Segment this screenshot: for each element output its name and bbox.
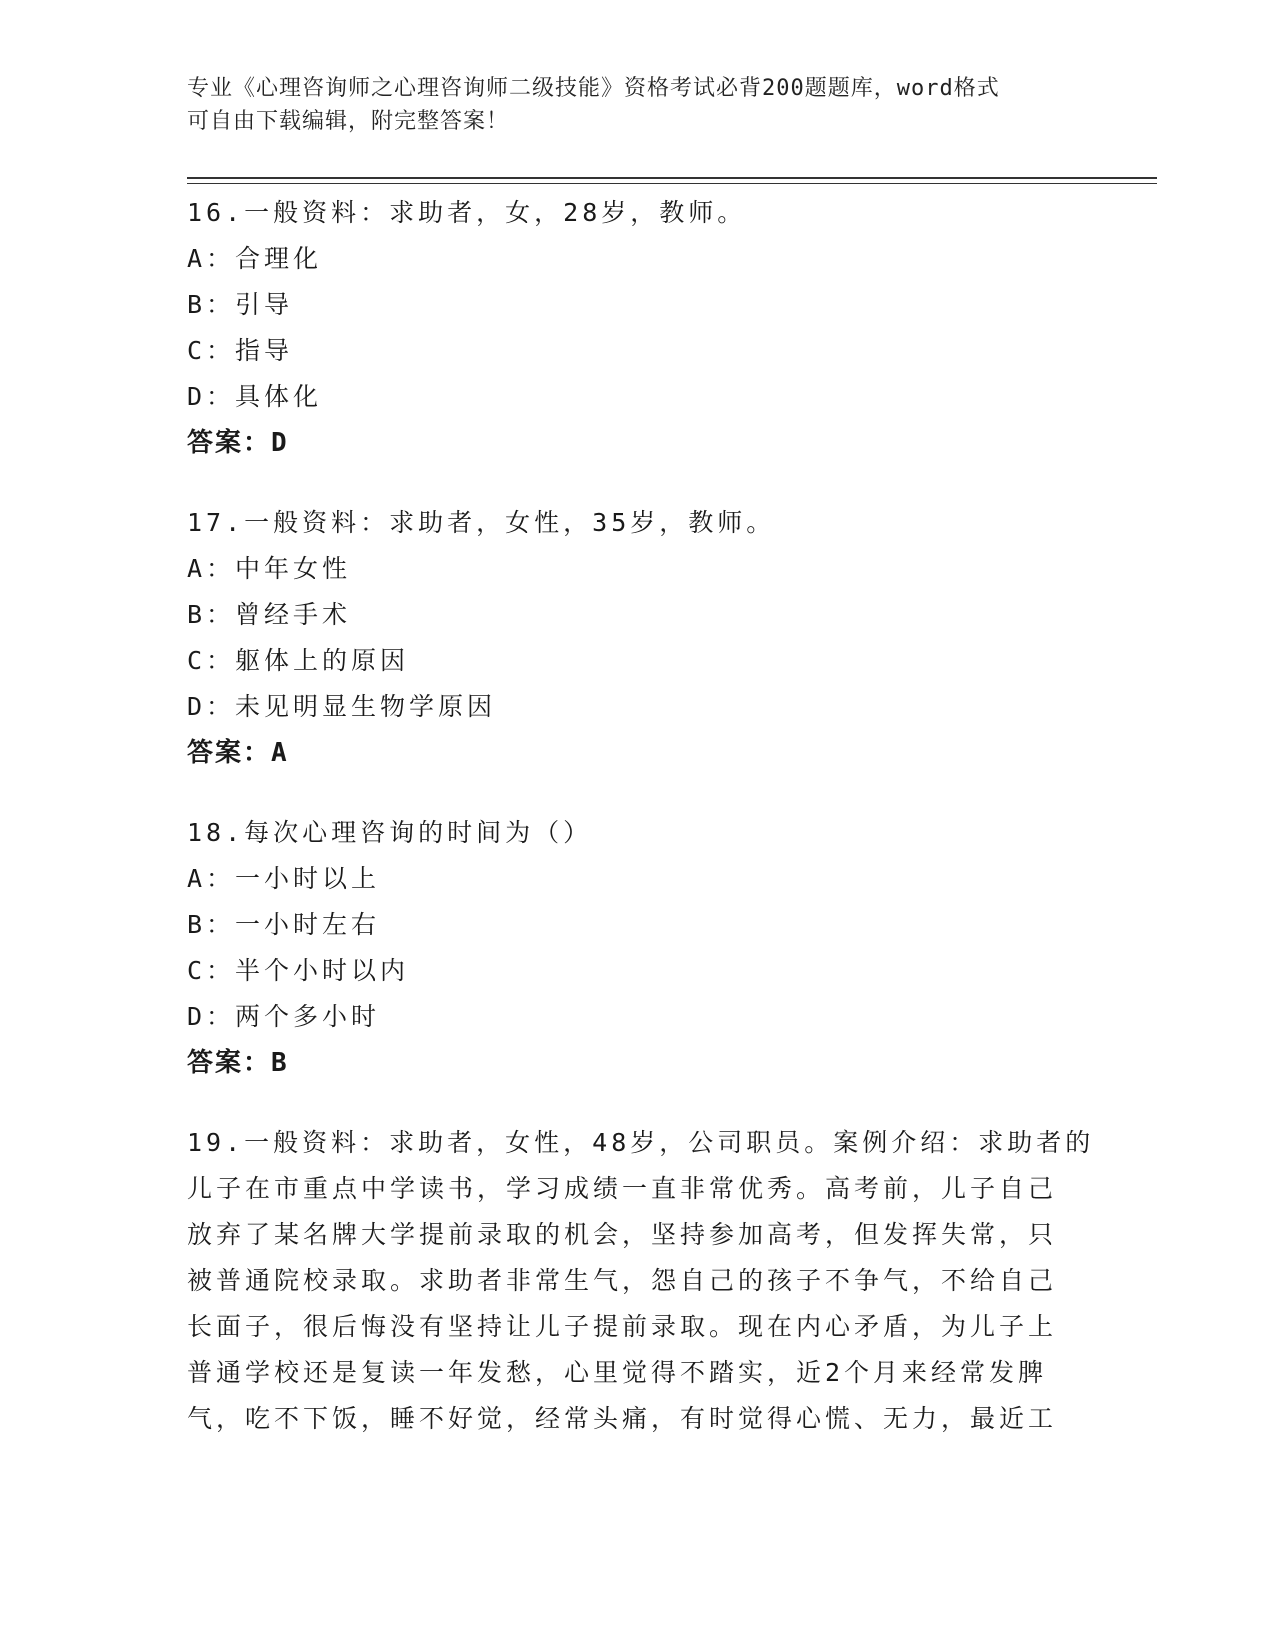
document-header [187, 72, 1067, 138]
case-text-line: 19.一般资料：求助者，女性，48岁，公司职员。案例介绍：求助者的 [187, 1128, 1095, 1157]
option-a: A：中年女性 [187, 554, 352, 583]
option-b: B：曾经手术 [187, 600, 352, 629]
option-d: D：两个多小时 [187, 1002, 381, 1031]
question-16 [187, 190, 1087, 466]
question-stem: 16.一般资料：求助者，女，28岁，教师。 [187, 198, 747, 227]
option-c: C：指导 [187, 336, 294, 365]
question-19 [187, 1120, 1095, 1442]
option-d: D：具体化 [187, 382, 323, 411]
option-b: B：一小时左右 [187, 910, 381, 939]
question-stem: 17.一般资料：求助者，女性，35岁，教师。 [187, 508, 776, 537]
answer-line: 答案：D [187, 428, 289, 458]
option-a: A：合理化 [187, 244, 323, 273]
question-stem: 18.每次心理咨询的时间为（） [187, 818, 593, 847]
header-line-2: 可自由下载编辑，附完整答案！ [187, 109, 510, 134]
option-c: C：躯体上的原因 [187, 646, 410, 675]
option-d: D：未见明显生物学原因 [187, 692, 497, 721]
case-text-line: 长面子，很后悔没有坚持让儿子提前录取。现在内心矛盾，为儿子上 [187, 1312, 1058, 1341]
answer-line: 答案：B [187, 1048, 289, 1078]
header-divider-thick [187, 177, 1157, 179]
question-18 [187, 810, 1087, 1086]
option-c: C：半个小时以内 [187, 956, 410, 985]
case-text-line: 普通学校还是复读一年发愁，心里觉得不踏实，近2个月来经常发脾 [187, 1358, 1048, 1387]
option-b: B：引导 [187, 290, 294, 319]
case-text-line: 被普通院校录取。求助者非常生气，怨自己的孩子不争气，不给自己 [187, 1266, 1058, 1295]
case-text-line: 气，吃不下饭，睡不好觉，经常头痛，有时觉得心慌、无力，最近工 [187, 1404, 1058, 1433]
case-text-line: 放弃了某名牌大学提前录取的机会，坚持参加高考，但发挥失常，只 [187, 1220, 1058, 1249]
question-17 [187, 500, 1087, 776]
question-list [187, 190, 1095, 1476]
header-line-1: 专业《心理咨询师之心理咨询师二级技能》资格考试必背200题题库，word格式 [187, 76, 1000, 101]
case-text-line: 儿子在市重点中学读书，学习成绩一直非常优秀。高考前，儿子自己 [187, 1174, 1058, 1203]
answer-line: 答案：A [187, 738, 289, 768]
option-a: A：一小时以上 [187, 864, 381, 893]
header-divider-thin [187, 183, 1157, 184]
